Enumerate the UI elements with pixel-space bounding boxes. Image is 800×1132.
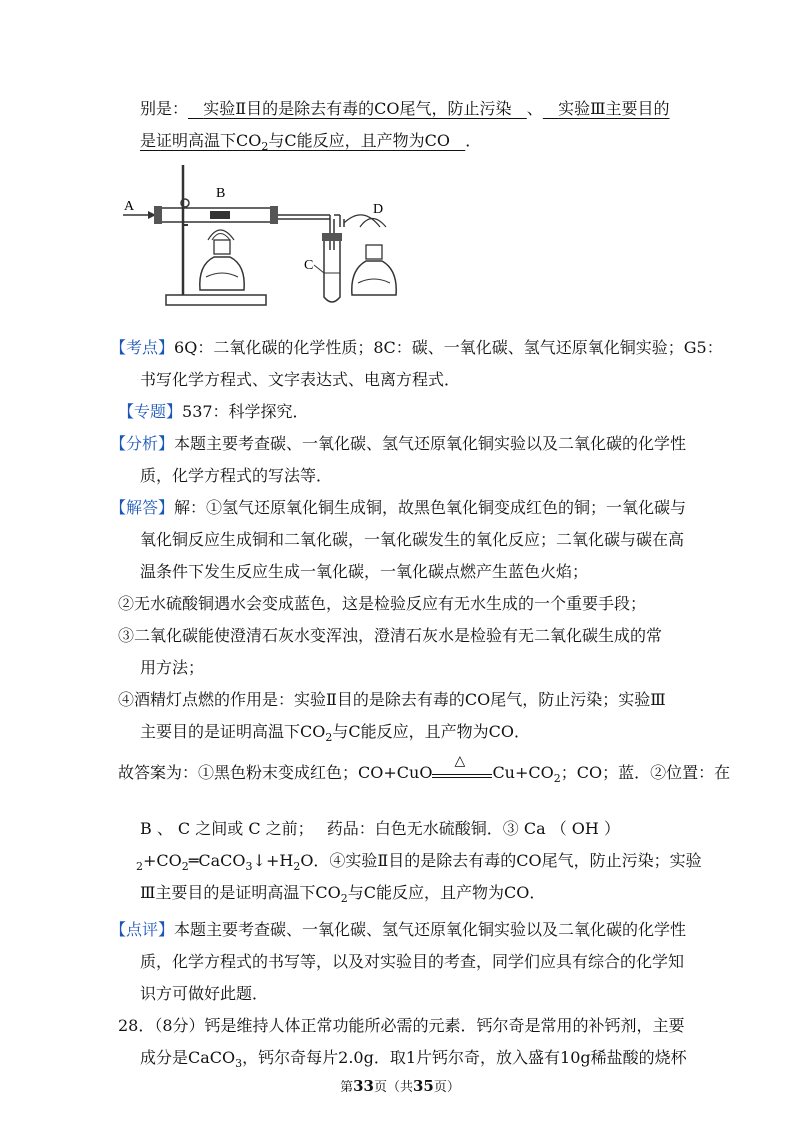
jieda-line-6: 用方法；: [140, 658, 205, 677]
answer-summary-line-4: Ⅲ主要目的是证明高温下$CO_2$与C能反应，且产物为CO．: [140, 883, 546, 905]
fenxi-line-1: 【分析】本题主要考查碳、一氧化碳、氢气还原氧化铜实验以及二氧化碳的化学性: [110, 434, 687, 453]
dianping-tag: 【点评】: [110, 920, 175, 939]
label-d: D: [373, 202, 384, 217]
jieda-line-8: 主要目的是证明高温下$CO_2$与C能反应，且产物为CO．: [140, 722, 530, 744]
jieda-line-1: 【解答】解：①氢气还原氧化铜生成铜，故黑色氧化铜变成红色的铜；一氧化碳与: [110, 498, 687, 517]
answer-line-2: 是证明高温下$CO_2$与C能反应，且产物为CO ．: [140, 131, 482, 153]
label-a: A: [124, 199, 135, 214]
jieda-line-5: ③二氧化碳能使澄清石灰水变浑浊，澄清石灰水是检验有无二氧化碳生成的常: [118, 626, 663, 645]
heat-arrow: △: [432, 764, 492, 786]
answer-summary-line-2: B 、 C 之间或 C 之前； 药品：白色无水硫酸铜．③ Ca （ OH ）: [140, 819, 620, 838]
fenxi-tag: 【分析】: [110, 434, 175, 453]
label-b: B: [216, 186, 226, 201]
kaodian-line-1: 【考点】6Q：二氧化碳的化学性质；8C：碳、一氧化碳、氢气还原氧化铜实验；G5：: [110, 338, 723, 357]
answer-summary-line-1: 故答案为：①黑色粉末变成红色；CO+CuO △ $Cu+CO_2$；CO；蓝．②位置：在: [118, 753, 731, 785]
apparatus-figure: [118, 165, 418, 310]
kaodian-line-2: 书写化学方程式、文字表达式、电离方程式．: [140, 370, 461, 389]
label-c: C: [304, 258, 314, 273]
page-number: 33: [353, 1077, 374, 1095]
jieda-tag: 【解答】: [110, 498, 175, 517]
answer-summary-line-3: $_2+CO_2═CaCO_3↓+H_2O$．④实验Ⅱ目的是除去有毒的CO尾气，防止污染；实验: [136, 851, 702, 873]
answer-blank-1: 实验Ⅱ目的是除去有毒的CO尾气，防止污染: [203, 99, 512, 118]
jieda-line-7: ④酒精灯点燃的作用是：实验Ⅱ目的是除去有毒的CO尾气，防止污染；实验Ⅲ: [118, 690, 666, 709]
fenxi-line-2: 质，化学方程式的写法等．: [140, 466, 333, 485]
dianping-line-3: 识方可做好此题．: [140, 984, 269, 1003]
zhuanti-tag: 【专题】: [118, 402, 183, 421]
answer-blank-2b: 是证明高温下$CO_2$与C能反应，且产物为CO: [140, 131, 450, 153]
answer-blank-2a: 实验Ⅲ主要目的: [558, 99, 670, 118]
dianping-line-2: 质，化学方程式的书写等，以及对实验目的考查，同学们应具有综合的化学知: [140, 952, 685, 971]
page-footer: 第33页（共35页）: [340, 1077, 460, 1095]
zhuanti-line: 【专题】537：科学探究．: [118, 402, 309, 421]
jieda-line-2: 氧化铜反应生成铜和二氧化碳，一氧化碳发生的氧化反应；二氧化碳与碳在高: [140, 530, 685, 549]
jieda-line-4: ②无水硫酸铜遇水会变成蓝色，这是检验反应有无水生成的一个重要手段；: [118, 594, 647, 613]
kaodian-tag: 【考点】: [110, 338, 175, 357]
jieda-line-3: 温条件下发生反应生成一氧化碳，一氧化碳点燃产生蓝色火焰；: [140, 562, 589, 581]
answer-line-1: 别是： 实验Ⅱ目的是除去有毒的CO尾气，防止污染 、 实验Ⅲ主要目的: [140, 99, 670, 118]
q28-line-2: 成分是CaCO$_3$，钙尔奇每片2.0g．取1片钙尔奇，放入盛有10g稀盐酸的烧杯: [140, 1048, 687, 1070]
q28-line-1: 28．（8分）钙是维持人体正常功能所必需的元素．钙尔奇是常用的补钙剂，主要: [118, 1016, 685, 1035]
total-pages: 35: [413, 1077, 434, 1095]
dianping-line-1: 【点评】本题主要考查碳、一氧化碳、氢气还原氧化铜实验以及二氧化碳的化学性: [110, 920, 687, 939]
